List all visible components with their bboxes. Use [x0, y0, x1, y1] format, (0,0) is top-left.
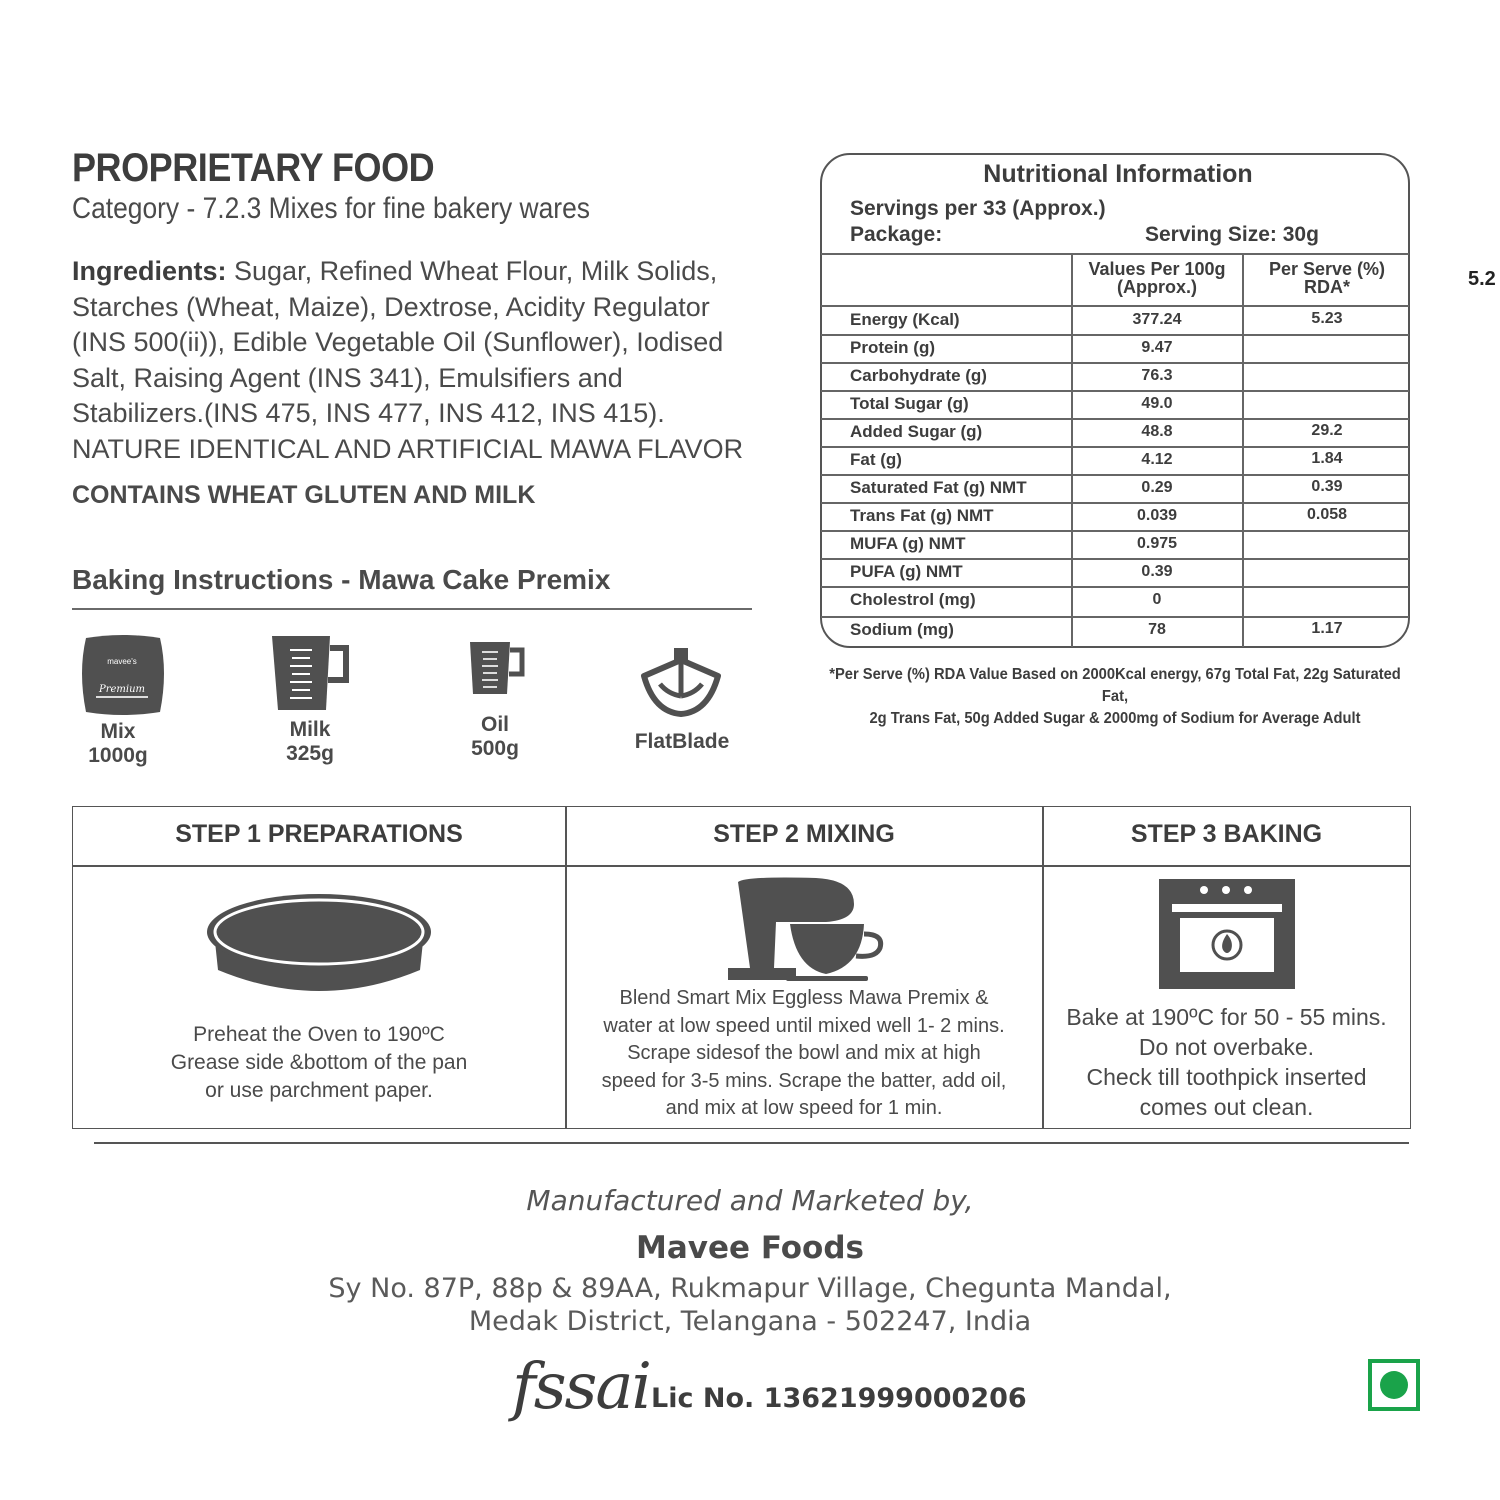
ingredients-line-3: (INS 500(ii)), Edible Vegetable Oil (Sunflower), Iodised — [72, 327, 724, 357]
step-text-line: comes out clean. — [1139, 1094, 1314, 1120]
ingredient-milk — [270, 718, 350, 766]
ingredients-block — [72, 254, 772, 467]
col-header-per-100g — [1072, 260, 1242, 296]
measuring-cup-icon — [468, 640, 526, 696]
step-3-title: STEP 3 BAKING — [1130, 820, 1323, 848]
nutrient-value-per-100g: 0.975 — [1136, 535, 1178, 552]
ingredients-line-6: NATURE IDENTICAL AND ARTIFICIAL MAWA FLAVOR — [72, 433, 744, 464]
step-1-text — [73, 1021, 565, 1105]
nutrient-label: Protein (g) — [850, 338, 935, 357]
nutrient-value-per-100g: 0 — [1152, 591, 1162, 608]
nutrient-value-per-100g: 78 — [1148, 621, 1166, 638]
serving-size: Serving Size: 30g — [1145, 223, 1319, 246]
step-2-text — [566, 985, 1042, 1123]
nutrient-value-rda: 0.39 — [1311, 478, 1343, 495]
nutrient-value-per-100g: 9.47 — [1141, 339, 1173, 356]
nutrient-value-per-100g: 48.8 — [1141, 423, 1173, 440]
step-text-line: Do not overbake. — [1138, 1034, 1315, 1060]
table-rule — [821, 362, 1409, 364]
step-3-text — [1043, 1002, 1410, 1122]
stand-mixer-icon — [726, 876, 886, 982]
col-header-line: RDA* — [1303, 277, 1350, 297]
table-rule — [821, 253, 1409, 255]
nutrient-value-per-100g: 377.24 — [1132, 311, 1182, 328]
license-number: Lic No. 13621999000206 — [651, 1383, 1027, 1414]
allergen-statement: CONTAINS WHEAT GLUTEN AND MILK — [72, 481, 536, 509]
step-2-title: STEP 2 MIXING — [713, 820, 895, 848]
table-rule — [821, 474, 1409, 476]
divider — [72, 608, 752, 610]
nutrient-value-per-100g: 0.39 — [1141, 563, 1173, 580]
table-rule — [821, 558, 1409, 560]
table-rule — [821, 305, 1409, 307]
nutrient-label: Carbohydrate (g) — [850, 366, 987, 385]
table-rule — [73, 865, 1410, 867]
oven-icon — [1158, 878, 1296, 990]
nutrient-label: Added Sugar (g) — [850, 422, 983, 441]
table-rule — [821, 446, 1409, 448]
nutrient-label: MUFA (g) NMT — [850, 534, 966, 553]
step-text-line: water at low speed until mixed well 1- 2 mins. — [603, 1014, 1005, 1037]
ingredient-oil — [455, 713, 535, 761]
address-line: Medak District, Telangana - 502247, India — [468, 1306, 1032, 1337]
step-text-line: Check till toothpick inserted — [1086, 1064, 1367, 1090]
nutrient-label: Sodium (mg) — [850, 620, 954, 639]
cake-pan-icon — [204, 882, 434, 1002]
side-value: 5.2 — [1468, 268, 1496, 290]
veg-symbol-icon — [1368, 1359, 1420, 1411]
divider — [94, 1142, 1409, 1144]
nutrient-value-rda: 29.2 — [1311, 422, 1343, 439]
col-header-line: (Approx.) — [1117, 277, 1197, 297]
nutrient-value-per-100g: 76.3 — [1141, 367, 1173, 384]
package-label: Package: — [850, 223, 943, 246]
nutrient-value-per-100g: 49.0 — [1141, 395, 1173, 412]
ingredient-qty: 500g — [471, 737, 519, 760]
step-text-line: Grease side &bottom of the pan — [170, 1051, 468, 1074]
step-text-line: or use parchment paper. — [205, 1079, 433, 1102]
pack-brand-text: mavee's — [107, 657, 137, 666]
nutrient-value-rda: 1.84 — [1311, 450, 1343, 467]
nutrition-title: Nutritional Information — [983, 160, 1253, 188]
table-rule — [821, 502, 1409, 504]
col-header-line: Values Per 100g — [1088, 259, 1226, 279]
flat-beater-icon — [638, 646, 724, 718]
table-rule — [821, 586, 1409, 588]
ingredient-name: Oil — [480, 713, 509, 736]
nutrient-label: Trans Fat (g) NMT — [850, 506, 994, 525]
servings-per-package: Servings per 33 (Approx.) — [850, 197, 1106, 220]
ingredients-line-4: Salt, Raising Agent (INS 341), Emulsifiers and — [72, 362, 623, 393]
ingredient-name: FlatBlade — [634, 730, 730, 753]
nutrient-label: PUFA (g) NMT — [850, 562, 963, 581]
category-line: Category - 7.2.3 Mixes for fine bakery wares — [72, 192, 590, 225]
ingredient-qty: 1000g — [88, 744, 148, 767]
ingredients-line-5: Stabilizers.(INS 475, INS 477, INS 412, INS 415). — [72, 398, 665, 428]
table-rule — [821, 418, 1409, 420]
table-rule — [821, 616, 1409, 618]
step-text-line: and mix at low speed for 1 min. — [665, 1097, 943, 1119]
nutrient-label: Fat (g) — [850, 450, 902, 469]
company-name: Mavee Foods — [636, 1230, 864, 1266]
company-address — [0, 1272, 1500, 1338]
ingredients-label: Ingredients: — [72, 256, 227, 286]
footnote-line: 2g Trans Fat, 50g Added Sugar & 2000mg of Sodium for Average Adult — [869, 710, 1361, 727]
ingredient-qty: 325g — [286, 742, 334, 765]
nutrient-value-per-100g: 4.12 — [1141, 451, 1173, 468]
nutrient-value-per-100g: 0.039 — [1136, 507, 1178, 524]
ingredient-flatblade — [620, 730, 744, 754]
ingredient-name: Milk — [289, 718, 331, 741]
ingredient-mix — [78, 720, 158, 768]
nutrient-label: Total Sugar (g) — [850, 394, 969, 413]
manufactured-by: Manufactured and Marketed by, — [526, 1184, 974, 1217]
step-1-title: STEP 1 PREPARATIONS — [175, 820, 463, 848]
nutrient-value-rda: 0.058 — [1306, 506, 1348, 523]
ingredients-line-1: Sugar, Refined Wheat Flour, Milk Solids, — [226, 256, 718, 286]
step-text-line: Scrape sidesof the bowl and mix at high — [627, 1042, 981, 1064]
nutrient-value-rda: 5.23 — [1311, 310, 1343, 327]
premix-pack-icon — [78, 632, 168, 718]
veg-dot — [1380, 1371, 1408, 1399]
nutrient-label: Saturated Fat (g) NMT — [850, 478, 1027, 497]
col-header-line: Per Serve (%) — [1268, 259, 1386, 279]
step-text-line: speed for 3-5 mins. Scrape the batter, add oil, — [601, 1069, 1007, 1092]
nutrient-label: Energy (Kcal) — [850, 310, 960, 329]
baking-instructions-title: Baking Instructions - Mawa Cake Premix — [72, 564, 611, 595]
table-rule — [821, 334, 1409, 336]
col-header-rda — [1242, 260, 1412, 296]
step-text-line: Blend Smart Mix Eggless Mawa Premix & — [619, 987, 989, 1009]
ingredient-name: Mix — [100, 720, 136, 743]
step-text-line: Bake at 190ºC for 50 - 55 mins. — [1066, 1004, 1387, 1030]
address-line: Sy No. 87P, 88p & 89AA, Rukmapur Village, Chegunta Mandal, — [328, 1273, 1172, 1304]
pack-tagline-text: Premium — [98, 684, 146, 695]
product-type-title: PROPRIETARY FOOD — [72, 146, 435, 190]
measuring-jug-icon — [270, 634, 350, 712]
nutrient-label: Cholestrol (mg) — [850, 590, 976, 609]
ingredients-line-2: Starches (Wheat, Maize), Dextrose, Acidity Regulator — [72, 291, 710, 322]
nutrient-value-per-100g: 0.29 — [1141, 479, 1173, 496]
step-text-line: Preheat the Oven to 190ºC — [193, 1023, 445, 1046]
rda-footnote — [825, 664, 1405, 730]
table-rule — [821, 390, 1409, 392]
fssai-logo: fssai — [512, 1350, 650, 1424]
nutrient-value-rda: 1.17 — [1311, 620, 1343, 637]
table-rule — [821, 530, 1409, 532]
footnote-line: *Per Serve (%) RDA Value Based on 2000Kcal energy, 67g Total Fat, 22g Saturated Fat, — [829, 666, 1401, 705]
